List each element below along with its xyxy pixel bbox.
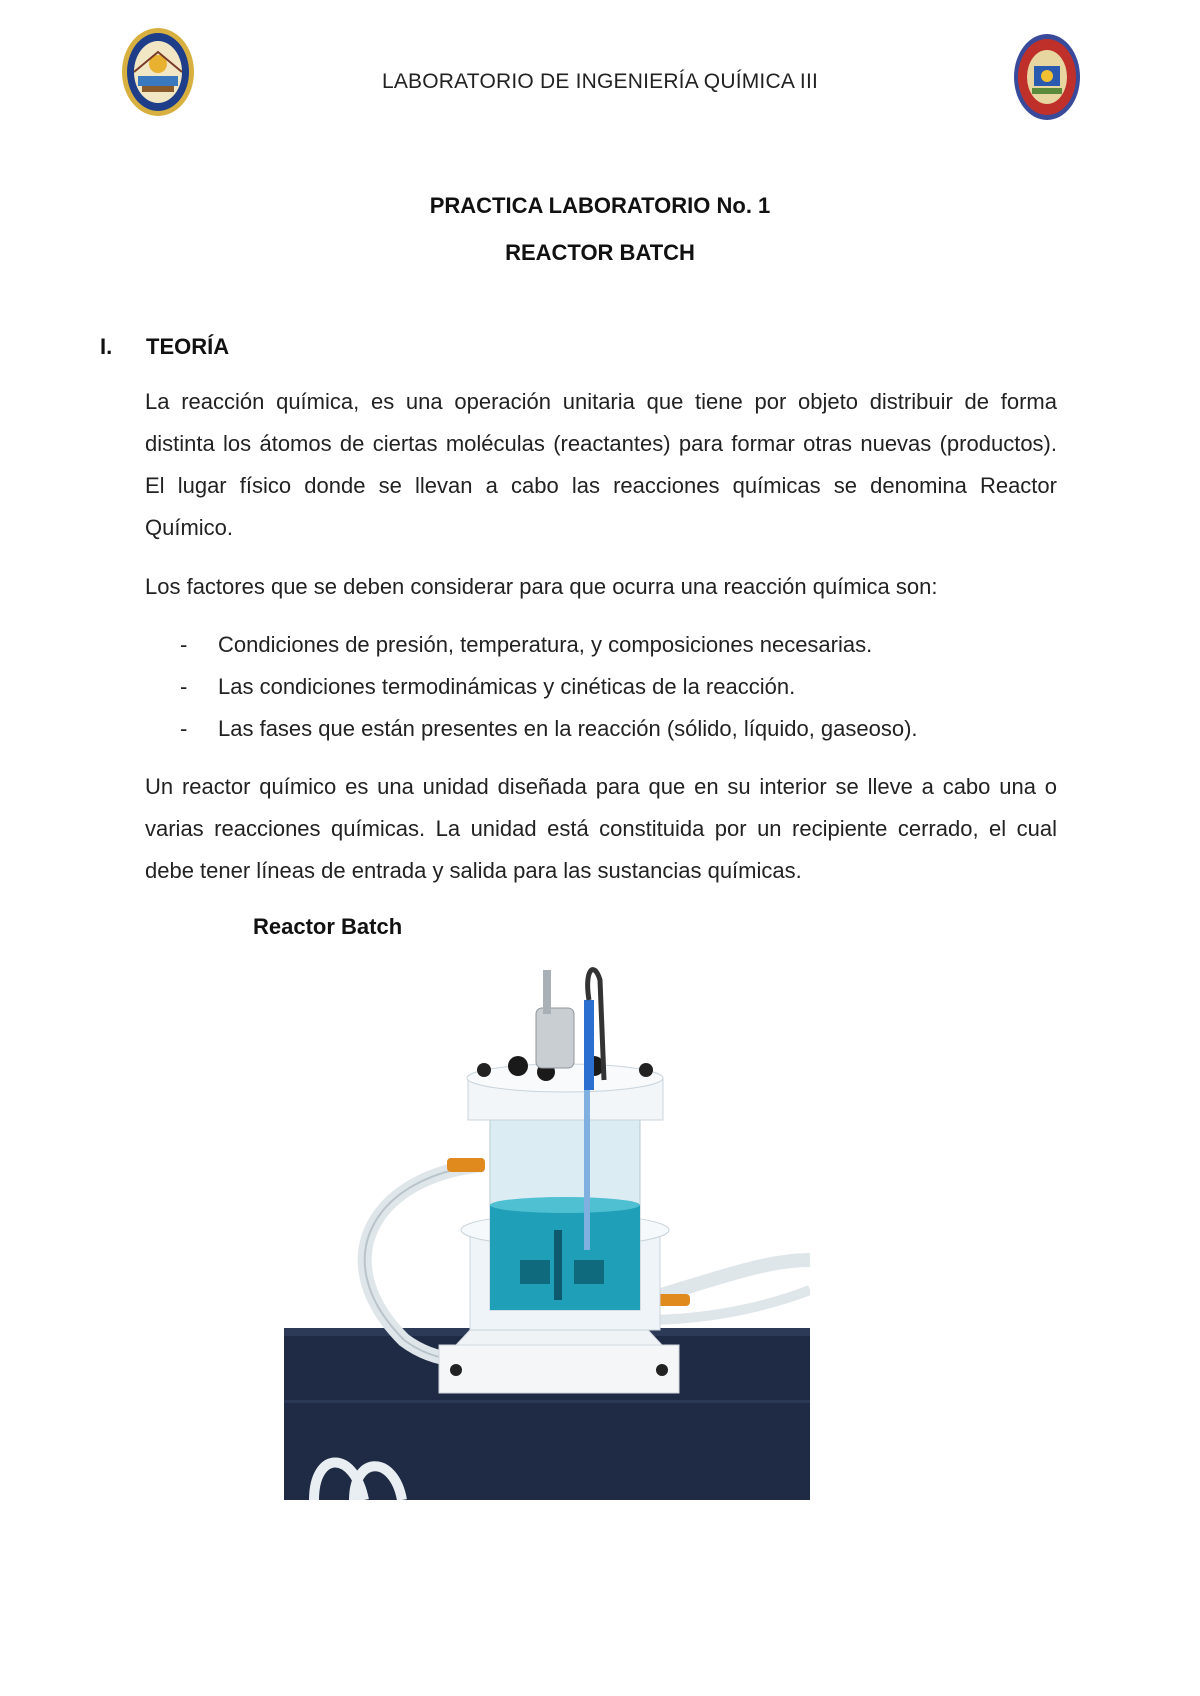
paragraph-intro: La reacción química, es una operación unitaria que tiene por objeto distribuir de forma distinta los átomos de ciertas moléculas (reactantes) para formar otras nuevas (productos). El lugar físico donde se llevan a cabo las reacciones químicas se denomina Reactor Químico. [145, 389, 1057, 540]
list-item: - Condiciones de presión, temperatura, y composiciones necesarias. [180, 624, 1060, 666]
bullet-dash: - [180, 632, 188, 657]
bullet-dash: - [180, 674, 188, 699]
list-item: - Las condiciones termodinámicas y cinéticas de la reacción. [180, 666, 1060, 708]
paragraph-factors: Los factores que se deben considerar para que ocurra una reacción química son: [145, 574, 938, 599]
header-title: LABORATORIO DE INGENIERÍA QUÍMICA III [381, 70, 819, 93]
document-subtitle: REACTOR BATCH [505, 240, 695, 265]
bullet-dash: - [180, 716, 188, 741]
figure-caption: Reactor Batch [253, 914, 403, 939]
list-item: - Las fases que están presentes en la reacción (sólido, líquido, gaseoso). [180, 708, 1060, 750]
section-number: I. [100, 334, 113, 359]
section-heading [100, 334, 229, 360]
section-title: TEORÍA [146, 334, 230, 359]
factors-list [180, 624, 1060, 750]
university-seal-right-icon [1012, 32, 1082, 122]
batch-reactor-photo-icon [284, 960, 810, 1500]
paragraph-reactor: Un reactor químico es una unidad diseñada para que en su interior se lleve a cabo una o varias reacciones químicas. La unidad está constituida por un recipiente cerrado, el cual debe tener líneas de entrada y salida para las sustancias químicas. [145, 774, 1057, 883]
document-title: PRACTICA LABORATORIO No. 1 [429, 193, 771, 218]
